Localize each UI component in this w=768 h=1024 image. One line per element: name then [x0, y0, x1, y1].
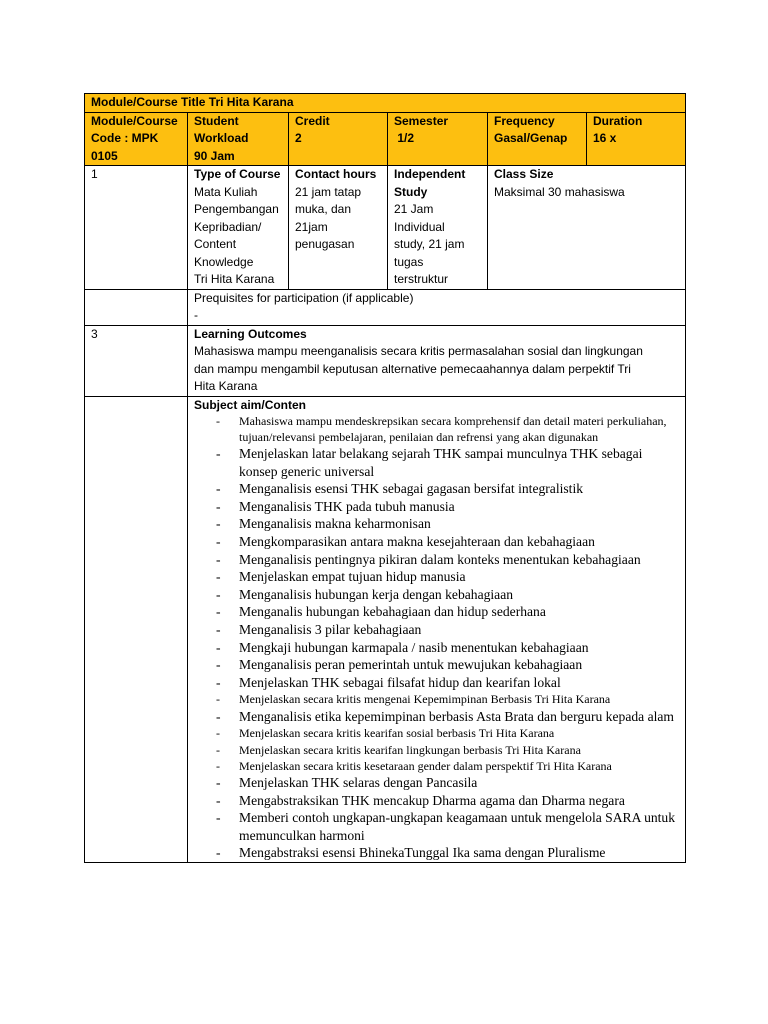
prerequisites-row: [85, 289, 686, 325]
list-item-text: Mengkomparasikan antara makna kesejahteraan dan kebahagiaan: [239, 533, 595, 549]
list-item-text: Mahasiswa mampu mendeskrepsikan secara komprehensif dan detail materi perkuliahan, tujuan/relevansi pembelajaran, penilaian dan refrensi yang akan digunakan: [239, 414, 667, 444]
subject-aim-label: Subject aim/Conten: [194, 397, 307, 412]
module-title-cell: [85, 94, 686, 113]
list-item: [194, 568, 679, 586]
list-item: [194, 774, 679, 792]
independent-line: 21 Jam: [394, 202, 434, 216]
type-line: Kepribadian/: [194, 219, 262, 234]
credit-label: Credit: [295, 113, 330, 128]
independent-line: study, 21 jam: [394, 237, 465, 251]
list-dash: -: [216, 498, 221, 514]
prerequisites-cell: [188, 289, 686, 325]
empty-number-cell: [85, 396, 188, 863]
list-item-text: Memberi contoh ungkapan-ungkapan keagamaan untuk mengelola SARA untuk memunculkan harmoni: [239, 810, 676, 843]
list-item: [194, 758, 679, 774]
list-item-text: Menjelaskan latar belakang sejarah THK sampai munculnya THK sebagai konsep generic universal: [239, 446, 643, 479]
row-number-text: 1: [91, 167, 98, 181]
type-line: Content: [194, 237, 237, 251]
list-item: [194, 621, 679, 639]
frequency-label: Frequency: [494, 113, 555, 128]
list-item-text: Menganalis hubungan kebahagiaan dan hidup sederhana: [239, 604, 546, 620]
list-dash: -: [216, 414, 220, 428]
independent-line: tugas: [394, 254, 424, 269]
list-item: [194, 515, 679, 533]
learning-outcomes-row: [85, 325, 686, 396]
independent-label-1: Independent: [394, 167, 466, 181]
module-title: Module/Course Title Tri Hita Karana: [91, 95, 294, 109]
class-size-cell: [488, 166, 686, 290]
duration-cell: [587, 112, 686, 166]
list-item: [194, 844, 679, 862]
list-item-text: Menjelaskan secara kritis mengenai Kepemimpinan Berbasis Tri Hita Karana: [239, 692, 611, 707]
list-item: [194, 792, 679, 810]
list-dash: -: [216, 516, 221, 532]
contact-hours-label: Contact hours: [295, 167, 377, 181]
prerequisites-value: -: [194, 308, 198, 322]
list-item-text: Menjelaskan secara kritis kearifan sosial berbasis Tri Hita Karana: [239, 726, 555, 741]
header-row: [85, 112, 686, 166]
semester-cell: [388, 112, 488, 166]
list-item-text: Menjelaskan secara kritis kesetaraan gender dalam perspektif Tri Hita Karana: [239, 758, 612, 773]
code-label-1: Module/Course: [91, 113, 178, 128]
list-dash: -: [216, 674, 221, 690]
row-number-1: [85, 166, 188, 290]
workload-value: 90 Jam: [194, 148, 235, 163]
type-line: Pengembangan: [194, 202, 279, 216]
row-number-text: 3: [91, 326, 98, 341]
list-item-text: Menganalisis makna keharmonisan: [239, 516, 431, 532]
subject-aim-list: [194, 414, 679, 862]
list-item-text: Menganalisis peran pemerintah untuk mewujukan kebahagiaan: [239, 657, 583, 673]
list-item-text: Menjelaskan THK sebagai filsafat hidup dan kearifan lokal: [239, 674, 561, 690]
list-dash: -: [216, 758, 220, 773]
workload-label-2: Workload: [194, 131, 249, 145]
list-item-text: Mengabstraksikan THK mencakup Dharma agama dan Dharma negara: [239, 792, 625, 808]
list-item-text: Menjelaskan secara kritis kearifan lingkungan berbasis Tri Hita Karana: [239, 742, 581, 757]
code-label-2: Code : MPK: [91, 131, 159, 145]
independent-line: Individual: [394, 219, 445, 234]
workload-label-1: Student: [194, 113, 239, 128]
code-cell: [85, 112, 188, 166]
list-item: [194, 586, 679, 604]
list-item-text: Menganalisis esensi THK sebagai gagasan bersifat integralistik: [239, 481, 584, 497]
list-dash: -: [216, 569, 221, 585]
contact-line: muka, dan: [295, 202, 352, 216]
class-size-value: Maksimal 30 mahasiswa: [494, 184, 625, 199]
semester-label: Semester: [394, 113, 449, 128]
list-dash: -: [216, 639, 221, 655]
list-item-text: Menganalisis hubungan kerja dengan kebahagiaan: [239, 586, 514, 602]
credit-cell: [289, 112, 388, 166]
duration-label: Duration: [593, 113, 643, 128]
list-item-text: Mengabstraksi esensi BhinekaTunggal Ika sama dengan Pluralisme: [239, 845, 606, 861]
semester-value: 1/2: [394, 131, 415, 145]
empty-number-cell: [85, 289, 188, 325]
list-item-text: Mengkaji hubungan karmapala / nasib menentukan kebahagiaan: [239, 639, 589, 655]
list-dash: -: [216, 604, 221, 620]
independent-label-2: Study: [394, 184, 428, 199]
list-item: [194, 674, 679, 692]
list-item-text: Menganalisis etika kepemimpinan berbasis Asta Brata dan berguru kepada alam: [239, 708, 674, 724]
list-item: [194, 414, 679, 445]
type-line: Tri Hita Karana: [194, 272, 275, 286]
list-item-text: Menjelaskan empat tujuan hidup manusia: [239, 569, 466, 585]
frequency-value: Gasal/Genap: [494, 131, 568, 145]
code-value: 0105: [91, 148, 118, 163]
type-of-course-label: Type of Course: [194, 167, 281, 181]
list-item: [194, 445, 679, 480]
list-item-text: Menganalisis THK pada tubuh manusia: [239, 498, 455, 514]
list-item: [194, 639, 679, 657]
learning-outcomes-line: Hita Karana: [194, 379, 258, 393]
list-item: [194, 725, 679, 741]
list-item-text: Menganalisis 3 pilar kebahagiaan: [239, 621, 422, 637]
list-item: [194, 498, 679, 516]
list-item: [194, 551, 679, 569]
course-info-row: [85, 166, 686, 290]
duration-value: 16 x: [593, 131, 617, 145]
row-number-3: [85, 325, 188, 396]
list-item: [194, 533, 679, 551]
class-size-label: Class Size: [494, 167, 554, 181]
workload-cell: [188, 112, 289, 166]
list-dash: -: [216, 657, 221, 673]
list-item: [194, 708, 679, 726]
list-dash: -: [216, 551, 221, 567]
frequency-cell: [488, 112, 587, 166]
type-line: Mata Kuliah: [194, 184, 258, 199]
prerequisites-label: Prequisites for participation (if applicable): [194, 290, 414, 305]
contact-hours-cell: [289, 166, 388, 290]
type-line: Knowledge: [194, 254, 254, 269]
learning-outcomes-line: dan mampu mengambil keputusan alternative pemecaahannya dalam perpektif Tri: [194, 361, 631, 376]
contact-line: 21jam: [295, 219, 328, 234]
list-item: [194, 809, 679, 844]
list-dash: -: [216, 481, 221, 497]
type-of-course-cell: [188, 166, 289, 290]
list-dash: -: [216, 692, 220, 707]
list-dash: -: [216, 845, 221, 861]
list-dash: -: [216, 533, 221, 549]
list-item: [194, 656, 679, 674]
contact-line: penugasan: [295, 237, 355, 251]
list-dash: -: [216, 621, 221, 637]
list-item: [194, 691, 679, 707]
independent-study-cell: [388, 166, 488, 290]
list-dash: -: [216, 446, 221, 461]
list-dash: -: [216, 726, 220, 741]
credit-value: 2: [295, 131, 302, 145]
independent-line: terstruktur: [394, 272, 449, 286]
list-item-text: Menjelaskan THK selaras dengan Pancasila: [239, 775, 478, 791]
list-item: [194, 603, 679, 621]
list-dash: -: [216, 775, 221, 791]
list-dash: -: [216, 586, 221, 602]
module-table: [84, 93, 686, 863]
list-item-text: Menganalisis pentingnya pikiran dalam konteks menentukan kebahagiaan: [239, 551, 641, 567]
list-item: [194, 742, 679, 758]
learning-outcomes-cell: [188, 325, 686, 396]
learning-outcomes-line: Mahasiswa mampu meenganalisis secara kritis permasalahan sosial dan lingkungan: [194, 344, 643, 358]
list-dash: -: [216, 810, 221, 826]
list-item: [194, 480, 679, 498]
title-row: [85, 94, 686, 113]
list-dash: -: [216, 742, 220, 757]
list-dash: -: [216, 708, 221, 724]
learning-outcomes-label: Learning Outcomes: [194, 326, 307, 341]
list-dash: -: [216, 792, 221, 808]
subject-aim-row: [85, 396, 686, 863]
subject-aim-cell: [188, 396, 686, 863]
contact-line: 21 jam tatap: [295, 184, 362, 199]
